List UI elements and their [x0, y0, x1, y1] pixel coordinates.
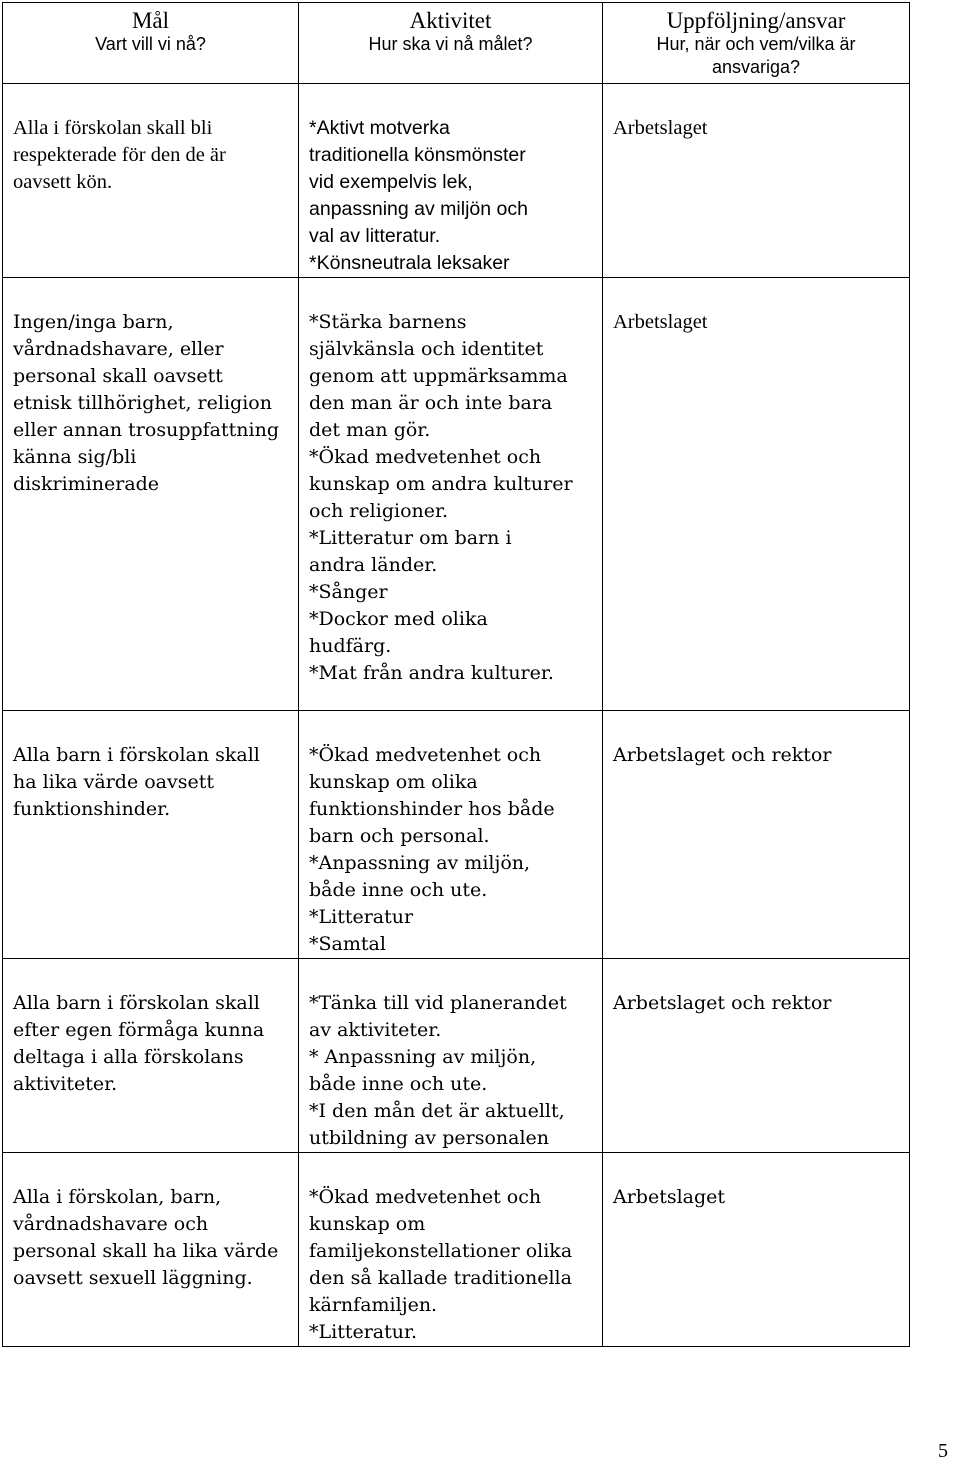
header-title: Aktivitet: [409, 8, 492, 33]
goal-line: funktionshinder.: [13, 798, 171, 820]
responsible-cell: [603, 278, 910, 711]
activity-line: utbildning av personalen: [309, 1127, 550, 1149]
activity-line: den så kallade traditionella: [309, 1267, 572, 1289]
activity-text: [299, 1153, 602, 1346]
goal-line: Ingen/inga barn,: [13, 311, 174, 333]
activity-line: det man gör.: [309, 419, 431, 441]
activity-line: *Könsneutrala leksaker: [309, 252, 510, 274]
activity-line: och religioner.: [309, 500, 449, 522]
goal-line: vårdnadshavare och: [13, 1213, 209, 1235]
goal-line: Alla barn i förskolan skall: [13, 992, 260, 1014]
header-row: [3, 3, 910, 84]
goal-text: [3, 959, 298, 1098]
goal-cell: [3, 711, 299, 959]
goal-line: oavsett kön.: [13, 171, 113, 193]
goal-cell: [3, 278, 299, 711]
goal-line: diskriminerade: [13, 473, 160, 495]
table-row: [3, 278, 910, 711]
activity-cell: [299, 84, 603, 278]
header-subtitle: Hur, när och vem/vilka är: [656, 34, 856, 54]
activity-line: *Litteratur: [309, 906, 414, 928]
header-subtitle: ansvariga?: [711, 57, 801, 77]
activity-line: *Litteratur.: [309, 1321, 418, 1343]
activity-line: hudfärg.: [309, 635, 392, 657]
activity-cell: [299, 711, 603, 959]
activity-line: *I den mån det är aktuellt,: [309, 1100, 565, 1122]
activity-text: [299, 711, 602, 958]
activity-line: både inne och ute.: [309, 879, 488, 901]
goal-line: respekterade för den de är: [13, 144, 226, 166]
activity-line: vid exempelvis lek,: [309, 171, 473, 193]
activity-line: *Samtal: [309, 933, 386, 955]
activity-line: *Ökad medvetenhet och: [309, 446, 542, 468]
goal-line: efter egen förmåga kunna: [13, 1019, 265, 1041]
activity-line: kärnfamiljen.: [309, 1294, 438, 1316]
responsible-cell: [603, 1153, 910, 1347]
goal-cell: [3, 84, 299, 278]
activity-line: *Anpassning av miljön,: [309, 852, 531, 874]
responsible-text: [603, 278, 909, 336]
goal-text: [3, 711, 298, 823]
activity-line: *Ökad medvetenhet och: [309, 744, 542, 766]
goal-line: Alla barn i förskolan skall: [13, 744, 260, 766]
activity-line: kunskap om: [309, 1213, 426, 1235]
responsible-cell: [603, 711, 910, 959]
activity-line: andra länder.: [309, 554, 438, 576]
table-row: [3, 711, 910, 959]
goal-line: personal skall ha lika värde: [13, 1240, 279, 1262]
plan-table: [2, 2, 910, 1347]
goal-line: Alla i förskolan, barn,: [13, 1186, 222, 1208]
activity-text: [299, 959, 602, 1152]
activity-cell: [299, 959, 603, 1153]
goal-line: personal skall oavsett: [13, 365, 223, 387]
table-row: [3, 1153, 910, 1347]
goal-line: etnisk tillhörighet, religion: [13, 392, 272, 414]
activity-line: kunskap om olika: [309, 771, 478, 793]
activity-line: barn och personal.: [309, 825, 490, 847]
goal-line: Alla i förskolan skall bli: [13, 117, 213, 139]
activity-cell: [299, 278, 603, 711]
header-title: Mål: [131, 8, 170, 33]
goal-line: aktiviteter.: [13, 1073, 118, 1095]
responsible-line: Arbetslaget och rektor: [613, 744, 832, 766]
responsible-text: [603, 84, 909, 142]
activity-line: familjekonstellationer olika: [309, 1240, 573, 1262]
activity-line: den man är och inte bara: [309, 392, 553, 414]
activity-line: *Tänka till vid planerandet: [309, 992, 567, 1014]
activity-line: både inne och ute.: [309, 1073, 488, 1095]
responsible-line: Arbetslaget: [613, 1186, 726, 1208]
goal-line: eller annan trosuppfattning: [13, 419, 279, 441]
activity-line: genom att uppmärksamma: [309, 365, 568, 387]
activity-line: traditionella könsmönster: [309, 144, 526, 166]
table-row: [3, 84, 910, 278]
header-responsible: [603, 3, 910, 84]
activity-cell: [299, 1153, 603, 1347]
responsible-line: Arbetslaget: [613, 311, 708, 333]
responsible-line: Arbetslaget och rektor: [613, 992, 832, 1014]
activity-line: val av litteratur.: [309, 225, 441, 247]
activity-line: *Aktivt motverka: [309, 117, 450, 139]
goal-line: oavsett sexuell läggning.: [13, 1267, 253, 1289]
activity-text: [299, 278, 602, 687]
responsible-line: Arbetslaget: [613, 117, 708, 139]
activity-line: *Mat från andra kulturer.: [309, 662, 554, 684]
page-number: 5: [938, 1440, 948, 1462]
header-goal: [3, 3, 299, 84]
activity-line: * Anpassning av miljön,: [309, 1046, 537, 1068]
activity-line: *Litteratur om barn i: [309, 527, 512, 549]
header-activity: [299, 3, 603, 84]
activity-line: anpassning av miljön och: [309, 198, 528, 220]
goal-cell: [3, 959, 299, 1153]
activity-line: av aktiviteter.: [309, 1019, 442, 1041]
goal-line: känna sig/bli: [13, 446, 137, 468]
goal-cell: [3, 1153, 299, 1347]
activity-text: [299, 84, 602, 277]
goal-line: vårdnadshavare, eller: [13, 338, 224, 360]
activity-line: *Stärka barnens: [309, 311, 467, 333]
goal-text: [3, 1153, 298, 1292]
activity-line: *Ökad medvetenhet och: [309, 1186, 542, 1208]
responsible-cell: [603, 84, 910, 278]
responsible-text: [603, 959, 909, 1017]
header-subtitle: Vart vill vi nå?: [95, 34, 206, 54]
goal-text: [3, 84, 298, 196]
header-subtitle: Hur ska vi nå målet?: [368, 34, 533, 54]
responsible-text: [603, 711, 909, 769]
table-row: [3, 959, 910, 1153]
activity-line: kunskap om andra kulturer: [309, 473, 573, 495]
activity-line: *Dockor med olika: [309, 608, 488, 630]
goal-text: [3, 278, 298, 498]
activity-line: *Sånger: [309, 581, 388, 603]
header-title: Uppföljning/ansvar: [666, 8, 846, 33]
goal-line: deltaga i alla förskolans: [13, 1046, 244, 1068]
goal-line: ha lika värde oavsett: [13, 771, 214, 793]
activity-line: funktionshinder hos både: [309, 798, 555, 820]
responsible-text: [603, 1153, 909, 1211]
activity-line: självkänsla och identitet: [309, 338, 544, 360]
responsible-cell: [603, 959, 910, 1153]
